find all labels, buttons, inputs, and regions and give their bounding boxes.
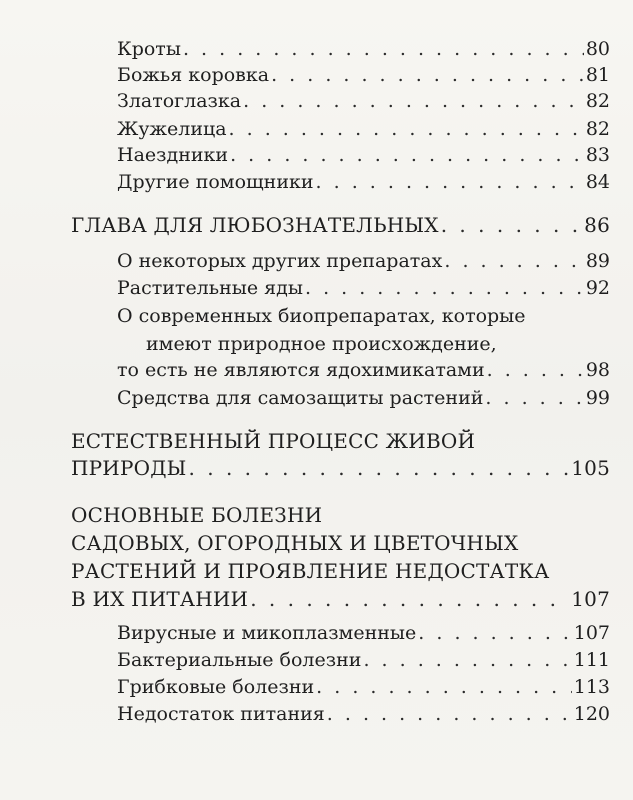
toc-entry-lacewing	[117, 88, 610, 114]
toc-entry-label: Жужелица	[117, 118, 227, 140]
toc-chapter-label: ГЛАВА ДЛЯ ЛЮБОЗНАТЕЛЬНЫХ	[71, 213, 439, 237]
leader-dots	[229, 116, 584, 142]
toc-entry-label: Бактериальные болезни	[117, 649, 362, 671]
toc-entry-label: Грибковые болезни	[117, 676, 315, 698]
toc-entry-page: 113	[573, 676, 610, 698]
toc-entry-nutrition	[117, 701, 610, 727]
toc-chapter-label: ПРИРОДЫ	[71, 456, 187, 480]
toc-chapter-natural-line2	[71, 455, 610, 481]
toc-entry-page: 89	[585, 250, 610, 272]
toc-entry-label: Растительные яды	[117, 277, 303, 299]
toc-entry-fungal	[117, 674, 610, 700]
toc-entry-page: 82	[585, 90, 610, 112]
toc-chapter-page: 107	[571, 587, 610, 611]
toc-entry-page: 83	[585, 144, 610, 166]
leader-dots	[363, 647, 571, 673]
toc-entry-label: Другие помощники	[117, 171, 314, 193]
toc-entry-moles	[117, 36, 610, 62]
leader-dots	[316, 169, 584, 195]
toc-entry-label: Вирусные и микоплазменные	[117, 622, 417, 644]
toc-entry-page: 80	[585, 38, 610, 60]
toc-entry-biopreps-line1: О современных биопрепаратах, которые	[117, 305, 526, 327]
toc-chapter-page: 86	[584, 213, 610, 237]
leader-dots	[230, 142, 584, 168]
toc-entry-other-preparations	[117, 248, 610, 274]
toc-entry-plant-poisons	[117, 275, 610, 301]
toc-entry-label: Средства для самозащиты растений	[117, 387, 484, 409]
toc-entry-page: 120	[573, 703, 610, 725]
leader-dots	[250, 586, 569, 612]
toc-entry-biopreps-line3	[117, 357, 610, 383]
toc-entry-label: Кроты	[117, 38, 181, 60]
leader-dots	[327, 701, 572, 727]
toc-entry-label: Недостаток питания	[117, 703, 325, 725]
toc-entry-page: 99	[585, 387, 610, 409]
toc-entry-page: 107	[573, 622, 610, 644]
leader-dots	[418, 620, 571, 646]
toc-entry-page: 81	[585, 64, 610, 86]
leader-dots	[444, 248, 583, 274]
toc-entry-page: 82	[585, 118, 610, 140]
toc-entry-page: 84	[585, 171, 610, 193]
toc-entry-ground-beetle	[117, 116, 610, 142]
leader-dots	[243, 88, 584, 114]
leader-dots	[189, 455, 570, 481]
leader-dots	[305, 275, 584, 301]
toc-entry-label: О некоторых других препаратах	[117, 250, 443, 272]
toc-chapter-diseases-line3: РАСТЕНИЙ И ПРОЯВЛЕНИЕ НЕДОСТАТКА	[71, 559, 550, 583]
toc-entry-page: 92	[585, 277, 610, 299]
leader-dots	[271, 62, 584, 88]
toc-entry-ichneumons	[117, 142, 610, 168]
leader-dots	[183, 36, 584, 62]
toc-entry-biopreps-line2: имеют природное происхождение,	[146, 333, 497, 355]
toc-chapter-diseases-line1: ОСНОВНЫЕ БОЛЕЗНИ	[71, 503, 323, 527]
toc-entry-self-defense	[117, 385, 610, 411]
toc-entry-page: 98	[585, 359, 610, 381]
toc-chapter-diseases-line2: САДОВЫХ, ОГОРОДНЫХ И ЦВЕТОЧНЫХ	[71, 531, 519, 555]
toc-chapter-label: В ИХ ПИТАНИИ	[71, 587, 249, 611]
toc-entry-label: то есть не являются ядохимикатами	[117, 359, 485, 381]
toc-entry-other-helpers	[117, 169, 610, 195]
toc-chapter-page: 105	[571, 456, 610, 480]
leader-dots	[485, 385, 583, 411]
toc-entry-label: Наездники	[117, 144, 229, 166]
leader-dots	[316, 674, 572, 700]
leader-dots	[487, 357, 584, 383]
toc-entry-label: Божья коровка	[117, 64, 270, 86]
toc-chapter-natural-line1: ЕСТЕСТВЕННЫЙ ПРОЦЕСС ЖИВОЙ	[71, 429, 476, 453]
toc-entry-label: Златоглазка	[117, 90, 242, 112]
toc-entry-viral	[117, 620, 610, 646]
toc-entry-ladybird	[117, 62, 610, 88]
toc-chapter-curious	[71, 212, 610, 238]
toc-entry-bacterial	[117, 647, 610, 673]
toc-entry-page: 111	[573, 649, 610, 671]
toc-chapter-diseases-line4	[71, 586, 610, 612]
leader-dots	[441, 212, 582, 238]
